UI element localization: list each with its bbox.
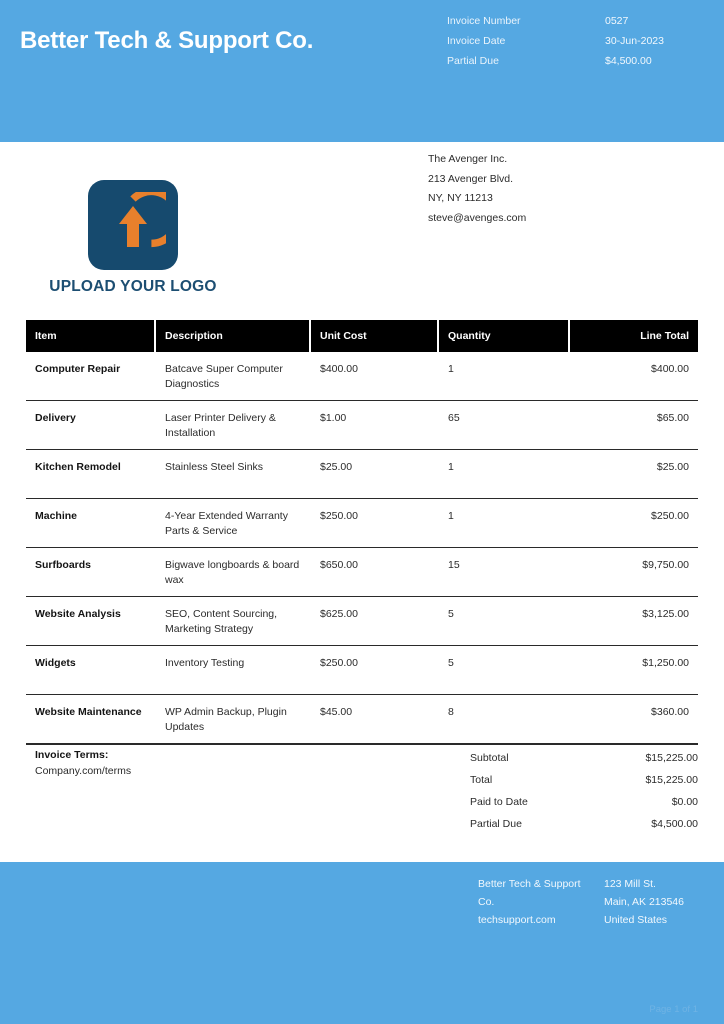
cell-unit-cost: $650.00	[320, 559, 358, 571]
footer-company-name: Better Tech & Support Co.	[478, 878, 581, 908]
table-row	[26, 646, 698, 695]
table-row	[26, 352, 698, 401]
invoice-meta-list	[447, 11, 707, 71]
invoice-header-banner	[0, 0, 724, 142]
column-header-line-total: Line Total	[640, 330, 689, 342]
partial-due-label: Partial Due	[447, 55, 499, 67]
cell-description: Inventory Testing	[165, 657, 245, 669]
footer-address-street: 123 Mill St.	[604, 878, 656, 890]
paid-to-date-value: $0.00	[671, 796, 698, 808]
footer-company-column	[478, 875, 590, 929]
invoice-meta-row	[447, 51, 707, 71]
invoice-meta-row	[447, 31, 707, 51]
cell-quantity: 65	[448, 412, 460, 424]
cell-line-total: $9,750.00	[642, 559, 689, 571]
cell-item: Machine	[35, 510, 78, 522]
table-row	[26, 401, 698, 450]
bill-to-line: NY, NY 11213	[428, 192, 493, 204]
cell-unit-cost: $250.00	[320, 657, 358, 669]
table-row	[26, 695, 698, 745]
cell-line-total: $1,250.00	[642, 657, 689, 669]
cell-item: Widgets	[35, 657, 76, 669]
bill-to-line: 213 Avenger Blvd.	[428, 172, 514, 185]
cell-line-total: $400.00	[651, 363, 689, 375]
cell-item: Website Analysis	[35, 608, 121, 620]
footer-address-country: United States	[604, 914, 668, 926]
upload-arrow-icon	[88, 180, 178, 270]
column-header-description: Description	[156, 320, 311, 352]
partial-due-value: $4,500.00	[605, 55, 652, 67]
line-items-table	[26, 320, 698, 745]
invoice-terms-url[interactable]: Company.com/terms	[35, 765, 132, 777]
cell-quantity: 5	[448, 608, 454, 620]
totals-row-paid-to-date	[470, 791, 698, 813]
invoice-date-value: 30-Jun-2023	[605, 35, 664, 47]
cell-description: 4-Year Extended Warranty Parts & Service	[165, 510, 288, 537]
cell-line-total: $65.00	[656, 412, 689, 424]
invoice-number-value: 0527	[605, 15, 629, 27]
cell-item: Computer Repair	[35, 363, 121, 375]
cell-unit-cost: $400.00	[320, 363, 358, 375]
cell-description: WP Admin Backup, Plugin Updates	[165, 706, 287, 733]
logo-caption: UPLOAD YOUR LOGO	[49, 278, 217, 295]
column-header-item: Item	[26, 320, 156, 352]
footer-address-column	[604, 875, 716, 929]
cell-line-total: $250.00	[651, 510, 689, 522]
totals-summary	[470, 747, 698, 835]
invoice-meta-row	[447, 11, 707, 31]
cell-quantity: 8	[448, 706, 454, 718]
cell-unit-cost: $1.00	[320, 412, 347, 424]
table-row	[26, 597, 698, 646]
total-value: $15,225.00	[645, 774, 698, 786]
table-row	[26, 450, 698, 499]
table-row	[26, 499, 698, 548]
column-header-quantity: Quantity	[439, 320, 570, 352]
cell-description: Batcave Super Computer Diagnostics	[165, 363, 283, 390]
cell-quantity: 1	[448, 363, 454, 375]
subtotal-label: Subtotal	[470, 752, 509, 764]
cell-item: Delivery	[35, 412, 76, 424]
cell-quantity: 1	[448, 510, 454, 522]
cell-quantity: 5	[448, 657, 454, 669]
partial-due-total-label: Partial Due	[470, 818, 522, 830]
cell-unit-cost: $625.00	[320, 608, 358, 620]
cell-quantity: 1	[448, 461, 454, 473]
cell-description: Stainless Steel Sinks	[165, 461, 264, 473]
footer-address-city: Main, AK 213546	[604, 896, 684, 908]
cell-line-total: $25.00	[656, 461, 689, 473]
invoice-footer-banner	[0, 862, 724, 1024]
cell-line-total: $3,125.00	[642, 608, 689, 620]
table-header-row	[26, 320, 698, 352]
cell-line-total: $360.00	[651, 706, 689, 718]
cell-unit-cost: $25.00	[320, 461, 353, 473]
total-label: Total	[470, 774, 493, 786]
cell-unit-cost: $250.00	[320, 510, 358, 522]
invoice-date-label: Invoice Date	[447, 35, 506, 47]
cell-item: Surfboards	[35, 559, 92, 571]
table-row	[26, 548, 698, 597]
logo-upload-block[interactable]	[43, 180, 223, 296]
invoice-terms-title: Invoice Terms:	[35, 749, 109, 761]
totals-row-partial-due	[470, 813, 698, 835]
company-name: Better Tech & Support Co.	[20, 27, 314, 54]
bill-to-email: steve@avenges.com	[428, 211, 527, 224]
cell-description: SEO, Content Sourcing, Marketing Strategy	[165, 608, 278, 635]
totals-row-subtotal	[470, 747, 698, 769]
page-indicator: Page 1 of 1	[649, 1004, 698, 1015]
bill-to-block	[428, 150, 708, 228]
cell-description: Bigwave longboards & board wax	[165, 559, 300, 586]
footer-company-website[interactable]: techsupport.com	[478, 914, 556, 926]
cell-unit-cost: $45.00	[320, 706, 353, 718]
invoice-terms-block	[35, 749, 335, 777]
paid-to-date-label: Paid to Date	[470, 796, 528, 808]
cell-description: Laser Printer Delivery & Installation	[165, 412, 276, 439]
bill-to-line: The Avenger Inc.	[428, 153, 508, 165]
column-header-unit-cost: Unit Cost	[311, 320, 439, 352]
invoice-number-label: Invoice Number	[447, 15, 521, 27]
cell-quantity: 15	[448, 559, 460, 571]
subtotal-value: $15,225.00	[645, 752, 698, 764]
cell-item: Kitchen Remodel	[35, 461, 121, 473]
partial-due-total-value: $4,500.00	[651, 818, 698, 830]
totals-row-total	[470, 769, 698, 791]
cell-item: Website Maintenance	[35, 706, 142, 718]
footer-columns	[478, 875, 716, 929]
